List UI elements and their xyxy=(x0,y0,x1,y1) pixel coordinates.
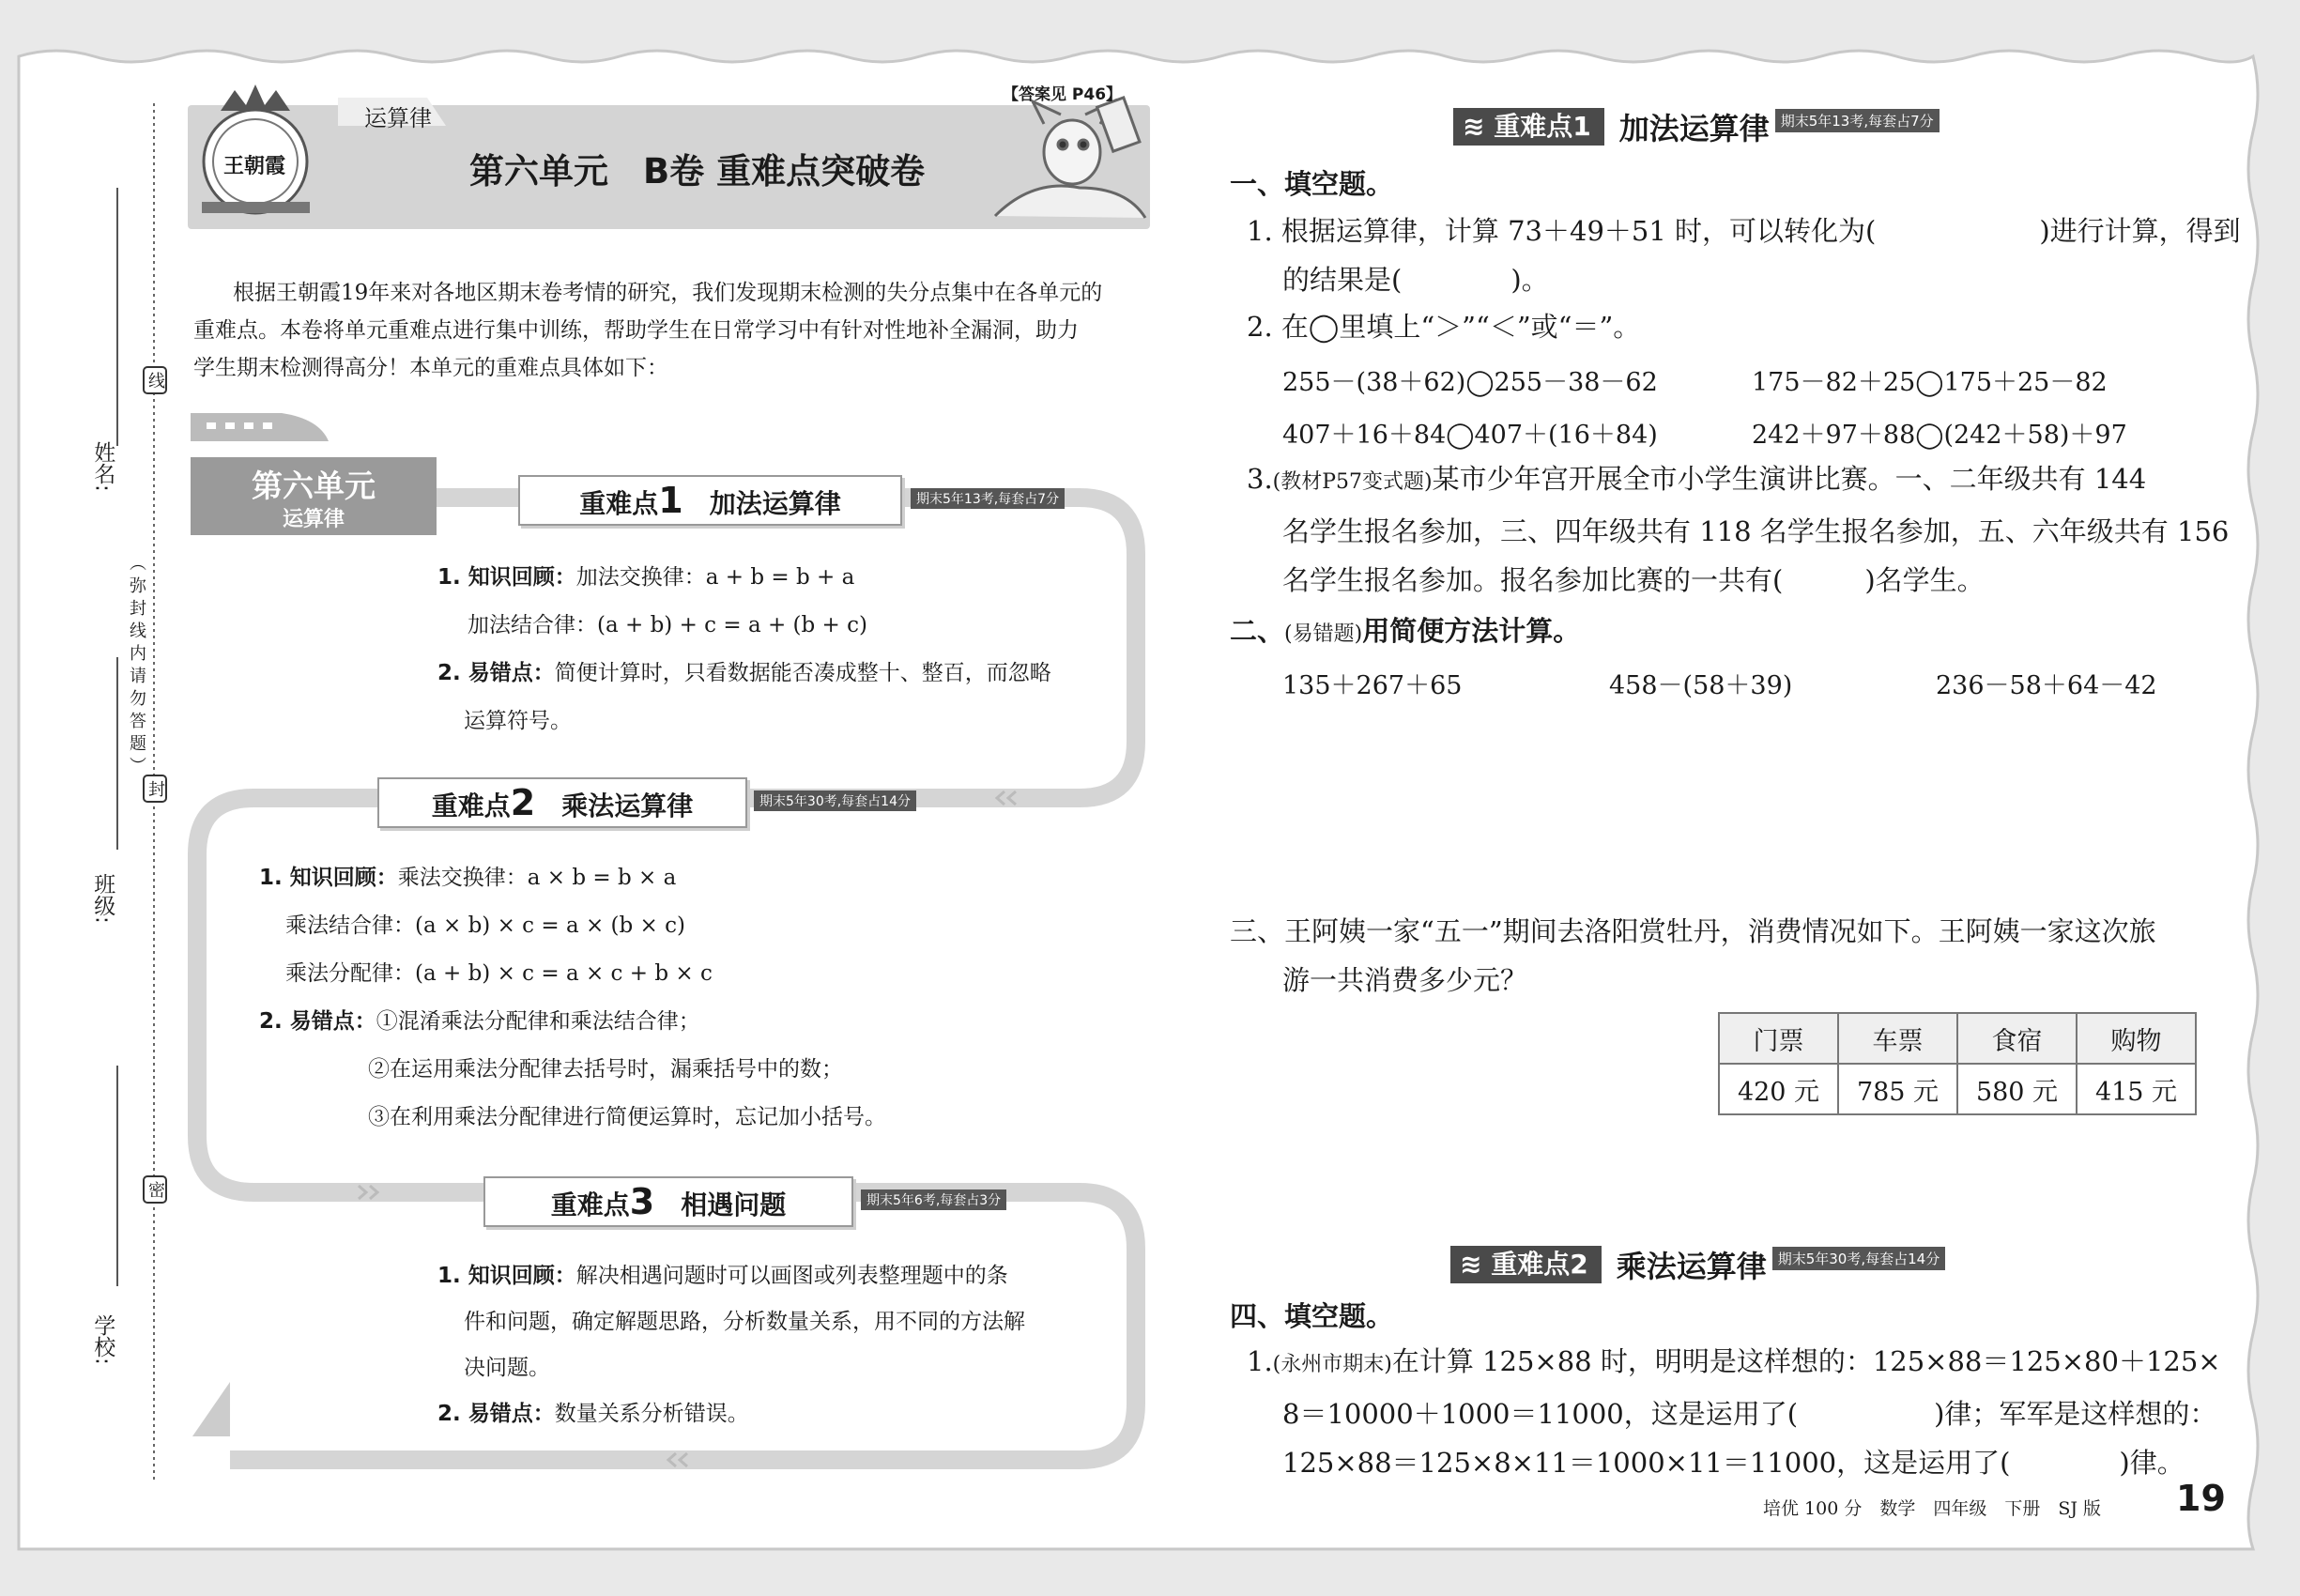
footer-text: 培优 100 分 数学 四年级 下册 SJ 版 xyxy=(1763,1498,2102,1519)
part-1-q2-items xyxy=(1282,357,2127,462)
kp-bold: 1. 知识回顾： xyxy=(259,866,398,890)
kp-text: 加法结合律：(a + b) + c = a + (b + c) xyxy=(468,613,867,637)
margin-warning: （弥封线内请勿答题） xyxy=(127,554,146,779)
table-value-cell: 580 元 xyxy=(1957,1064,2077,1114)
kp-bold: 2. 易错点： xyxy=(437,661,555,685)
kp-text: ①混淆乘法分配律和乘法结合律； xyxy=(376,1009,700,1034)
table-value-cell: 785 元 xyxy=(1838,1064,1957,1114)
q3-line-3: 名学生报名参加。报名参加比赛的一共有( )名学生。 xyxy=(1282,564,1985,596)
kp2-line-4 xyxy=(259,998,886,1046)
p4-q1-line-2: 8＝10000＋1000＝11000，这是运用了( )律；军军是这样想的： xyxy=(1282,1398,2217,1430)
intro-line-2: 重难点。本卷将单元重难点进行集中训练，帮助学生在日常学习中有针对性地补全漏洞，助力 xyxy=(193,318,1079,343)
part-2-tag: (易错题) xyxy=(1284,622,1363,646)
q3-source-tag: (教材P57变式题) xyxy=(1272,470,1433,494)
part-3-line-1: 三、王阿姨一家“五一”期间去洛阳赏牡丹，消费情况如下。王阿姨一家这次旅 xyxy=(1230,915,2156,947)
seal-seal-mark: 封 xyxy=(143,775,167,803)
key-point-3-title xyxy=(483,1176,853,1227)
kp2-line-5 xyxy=(259,1046,886,1094)
kp-text: 解决相遇问题时可以画图或列表整理题中的条 xyxy=(575,1264,1008,1288)
kp-text: 乘法结合律：(a × b) × c = a × (b × c) xyxy=(285,913,685,938)
section-2-badge: ≋ 重难点2 xyxy=(1450,1246,1602,1283)
section-1-badge: ≋ 重难点1 xyxy=(1453,108,1604,146)
part-1-q2: 2. 在◯里填上“＞”“＜”或“＝”。 xyxy=(1247,311,1641,343)
kp-bold: 2. 易错点： xyxy=(259,1009,376,1034)
kp-text: ③在利用乘法分配律进行简便运算时，忘记加小括号。 xyxy=(368,1105,886,1129)
kp1-line-4 xyxy=(437,698,1051,745)
kp-text: 乘法分配律：(a + b) × c = a × c + b × c xyxy=(285,961,713,986)
part-1-q1-line-1: 1. 根据运算律，计算 73＋49＋51 时，可以转化为( )进行计算，得到 xyxy=(1247,215,2241,247)
q3-line-2: 名学生报名参加，三、四年级共有 118 名学生报名参加，五、六年级共有 156 xyxy=(1282,515,2230,547)
publisher-logo: 王朝霞 xyxy=(223,154,286,178)
kp3-line-1 xyxy=(437,1253,1025,1299)
page-number: 19 xyxy=(2176,1478,2226,1519)
key-point-1-stat: 期末5年13考,每套占7分 xyxy=(911,488,1065,509)
kp-text: 件和问题，确定解题思路，分析数量关系，用不同的方法解 xyxy=(464,1310,1025,1334)
compare-item-1[interactable]: 255－(38＋62)◯255－38－62 xyxy=(1282,368,1658,397)
key-point-label: 重难点 xyxy=(431,790,511,821)
part-1-q1 xyxy=(1247,207,2241,304)
kp2-line-6 xyxy=(259,1094,886,1142)
kp-text: 运算符号。 xyxy=(464,709,572,733)
kp3-line-2 xyxy=(437,1299,1025,1345)
key-point-name: 加法运算律 xyxy=(709,488,841,519)
key-point-number: 2 xyxy=(510,782,536,823)
kp2-line-1 xyxy=(259,854,886,902)
kp3-line-3 xyxy=(437,1345,1025,1391)
part-4-heading: 四、填空题。 xyxy=(1230,1300,1394,1332)
table-header-cell: 车票 xyxy=(1838,1013,1957,1064)
q3-number: 3. xyxy=(1247,463,1273,495)
part-2-heading xyxy=(1230,610,1580,649)
q3-line-1: 某市少年宫开展全市小学生演讲比赛。一、二年级共有 144 xyxy=(1432,463,2147,495)
part-1-q1-line-2: 的结果是( )。 xyxy=(1282,264,1549,296)
intro-line-3: 学生期末检测得高分！本单元的重难点具体如下： xyxy=(193,356,668,380)
kp-text: 加法交换律：a + b = b + a xyxy=(575,565,855,590)
part-3-question xyxy=(1230,907,2156,1005)
table-header-cell: 食宿 xyxy=(1957,1013,2077,1064)
key-point-number: 1 xyxy=(658,480,683,521)
calc-item-2: 458－(58＋39) xyxy=(1609,671,1793,700)
table-value-cell: 420 元 xyxy=(1719,1064,1838,1114)
intro-line-1: 根据王朝霞19年来对各地区期末卷考情的研究，我们发现期末检测的失分点集中在各单元的 xyxy=(233,281,1103,305)
part-2-items xyxy=(1282,665,2157,701)
section-2-badge-text: 重难点2 xyxy=(1491,1249,1588,1280)
topic-tab: 运算律 xyxy=(364,105,432,131)
key-point-label: 重难点 xyxy=(579,488,659,519)
part-1-heading: 一、填空题。 xyxy=(1230,168,1394,200)
seal-line-mark: 线 xyxy=(143,366,167,394)
key-point-name: 相遇问题 xyxy=(681,1189,787,1220)
section-2-title: 乘法运算律 xyxy=(1616,1249,1767,1284)
calc-item-3: 236－58＋64－42 xyxy=(1936,671,2157,700)
kp-bold: 1. 知识回顾： xyxy=(437,565,576,590)
kp-text: 决问题。 xyxy=(464,1356,550,1380)
part-3-line-2: 游一共消费多少元？ xyxy=(1282,964,1528,996)
kp-bold: 1. 知识回顾： xyxy=(437,1264,576,1288)
kp-text: 数量关系分析错误。 xyxy=(554,1402,749,1426)
school-label: 学校: xyxy=(90,1314,115,1365)
kp1-line-3 xyxy=(437,650,1051,698)
kp-text: 简便计算时，只看数据能否凑成整十、整百，而忽略 xyxy=(554,661,1051,685)
kp2-line-2 xyxy=(259,902,886,950)
intro-paragraph xyxy=(193,274,1153,387)
section-1-header xyxy=(1453,105,1940,148)
key-point-2-stat: 期末5年30考,每套占14分 xyxy=(754,790,916,811)
kp1-line-2 xyxy=(437,602,1051,650)
key-point-2-title xyxy=(377,777,747,828)
section-1-title: 加法运算律 xyxy=(1618,111,1770,146)
section-1-badge-text: 重难点1 xyxy=(1494,111,1591,142)
table-header-cell: 购物 xyxy=(2077,1013,2196,1064)
section-1-meta: 期末5年13考,每套占7分 xyxy=(1775,109,1940,132)
name-label: 姓名: xyxy=(90,441,115,492)
key-point-name: 乘法运算律 xyxy=(561,790,694,821)
p4-q1-line-3: 125×88＝125×8×11＝1000×11＝11000，这是运用了( )律。 xyxy=(1282,1447,2185,1479)
kp1-line-1 xyxy=(437,554,1051,602)
key-point-1-content xyxy=(437,554,1051,745)
kp-bold: 2. 易错点： xyxy=(437,1402,555,1426)
seal-bind-mark: 密 xyxy=(143,1175,167,1204)
expense-table xyxy=(1718,1012,2197,1115)
answer-reference: 【答案见 P46】 xyxy=(1003,85,1123,104)
kp2-line-3 xyxy=(259,950,886,998)
kp-text: ②在运用乘法分配律去括号时，漏乘括号中的数； xyxy=(368,1057,843,1082)
part-2-title: 用简便方法计算。 xyxy=(1362,615,1581,647)
part-2-number: 二、 xyxy=(1230,615,1285,647)
key-point-3-stat: 期末5年6考,每套占3分 xyxy=(861,1189,1006,1210)
compare-item-4[interactable]: 242＋97＋88◯(242＋58)＋97 xyxy=(1752,421,2127,450)
key-point-number: 3 xyxy=(629,1181,655,1222)
key-point-1-title xyxy=(518,475,902,526)
compare-item-2[interactable]: 175－82＋25◯175＋25－82 xyxy=(1752,368,2108,397)
key-point-3-content xyxy=(437,1253,1025,1437)
part-1-q3 xyxy=(1247,454,2229,605)
unit-tab-subtitle: 运算律 xyxy=(282,508,345,531)
table-value-cell: 415 元 xyxy=(2077,1064,2196,1114)
compare-item-3[interactable]: 407＋16＋84◯407＋(16＋84) xyxy=(1282,421,1658,450)
unit-title: 第六单元 B卷 重难点突破卷 xyxy=(469,151,926,192)
p4-q1-number: 1. xyxy=(1247,1345,1273,1377)
p4-q1-line-1: 在计算 125×88 时，明明是这样想的：125×88＝125×80＋125× xyxy=(1391,1345,2221,1377)
section-2-meta: 期末5年30考,每套占14分 xyxy=(1772,1247,1946,1270)
kp-text: 乘法交换律：a × b = b × a xyxy=(397,866,677,890)
section-2-header xyxy=(1450,1243,1945,1286)
class-label: 班级: xyxy=(90,873,115,924)
key-point-2-content xyxy=(259,854,886,1142)
part-4-q1 xyxy=(1247,1337,2221,1487)
key-point-label: 重难点 xyxy=(550,1189,630,1220)
table-header-cell: 门票 xyxy=(1719,1013,1838,1064)
p4-q1-source-tag: (永州市期末) xyxy=(1272,1353,1392,1376)
kp3-line-4 xyxy=(437,1391,1025,1437)
unit-tab-title: 第六单元 xyxy=(252,468,376,504)
calc-item-1: 135＋267＋65 xyxy=(1282,671,1463,700)
